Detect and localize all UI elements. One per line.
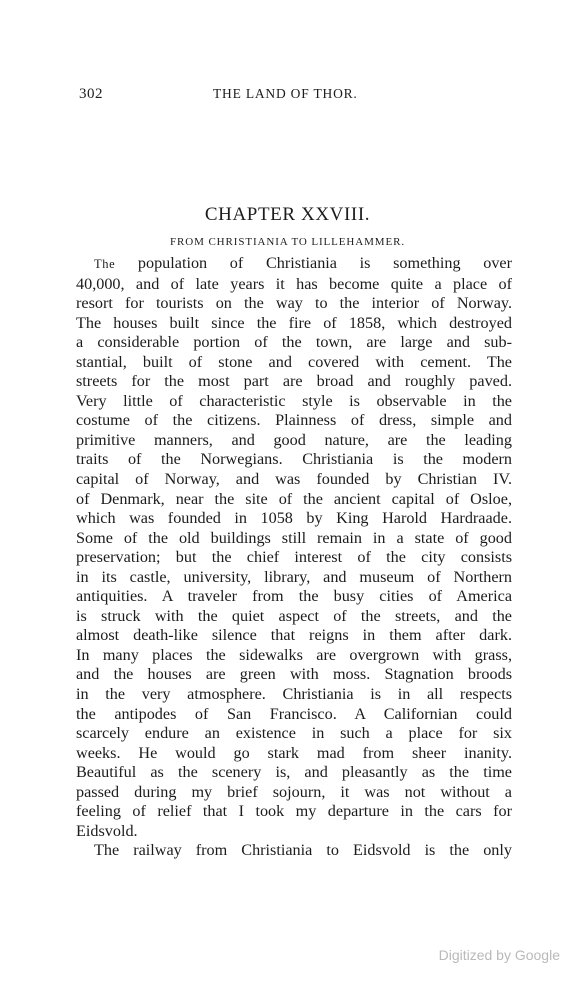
- body-line: feeling of relief that I took my departure in the cars for: [76, 802, 512, 821]
- body-line: In many places the sidewalks are overgrown with grass,: [76, 645, 512, 664]
- body-line: The houses built since the fire of 1858, which destroyed: [76, 313, 512, 332]
- chapter-title: CHAPTER XXVIII.: [204, 204, 371, 225]
- body-line: streets for the most part are broad and roughly paved.: [76, 372, 512, 391]
- opening-word: The: [94, 257, 116, 271]
- body-line: antiquities. A traveler from the busy cities of America: [76, 587, 512, 606]
- body-text: [76, 254, 512, 861]
- body-line: in the very atmosphere. Christiania is in all respects: [76, 685, 512, 704]
- watermark: Digitized by Google: [438, 947, 560, 963]
- body-line: primitive manners, and good nature, are the leading: [76, 430, 512, 449]
- body-line: Very little of characteristic style is observable in the: [76, 391, 512, 410]
- body-line: Eidsvold.: [76, 821, 138, 840]
- body-line: 40,000, and of late years it has become quite a place of: [76, 274, 512, 293]
- body-line: of Denmark, near the site of the ancient capital of Osloe,: [76, 489, 512, 508]
- body-line: stantial, built of stone and covered with cement. The: [76, 352, 512, 371]
- paragraph-start-line: The railway from Christiania to Eidsvold is the only: [94, 841, 512, 860]
- body-line: resort for tourists on the way to the interior of Norway.: [76, 294, 512, 313]
- body-line: and the houses are green with moss. Stagnation broods: [76, 665, 512, 684]
- chapter-subtitle: FROM CHRISTIANIA TO LILLEHAMMER.: [170, 236, 405, 248]
- body-line: Beautiful as the scenery is, and pleasantly as the time: [76, 763, 512, 782]
- body-line: traits of the Norwegians. Christiania is the modern: [76, 450, 512, 469]
- body-line: passed during my brief sojourn, it was not without a: [76, 782, 512, 801]
- body-line: capital of Norway, and was founded by Christian IV.: [76, 470, 512, 489]
- body-line: which was founded in 1058 by King Harold Hardraade.: [76, 509, 512, 528]
- body-line: the antipodes of San Francisco. A Californian could: [76, 704, 512, 723]
- body-line: in its castle, university, library, and museum of Northern: [76, 567, 512, 586]
- body-line: weeks. He would go stark mad from sheer inanity.: [76, 743, 512, 762]
- body-line: almost death-like silence that reigns in them after dark.: [76, 626, 512, 645]
- running-title: THE LAND OF THOR.: [213, 86, 358, 101]
- page-number: 302: [79, 86, 103, 102]
- body-line: scarcely endure an existence in such a place for six: [76, 724, 512, 743]
- body-line: costume of the citizens. Plainness of dress, simple and: [76, 411, 512, 430]
- body-line: preservation; but the chief interest of the city consists: [76, 548, 512, 567]
- body-line: The population of Christiania is something over: [94, 254, 512, 272]
- body-line: a considerable portion of the town, are large and sub-: [76, 333, 512, 352]
- body-line: is struck with the quiet aspect of the streets, and the: [76, 606, 512, 625]
- body-line: Some of the old buildings still remain in a state of good: [76, 528, 512, 547]
